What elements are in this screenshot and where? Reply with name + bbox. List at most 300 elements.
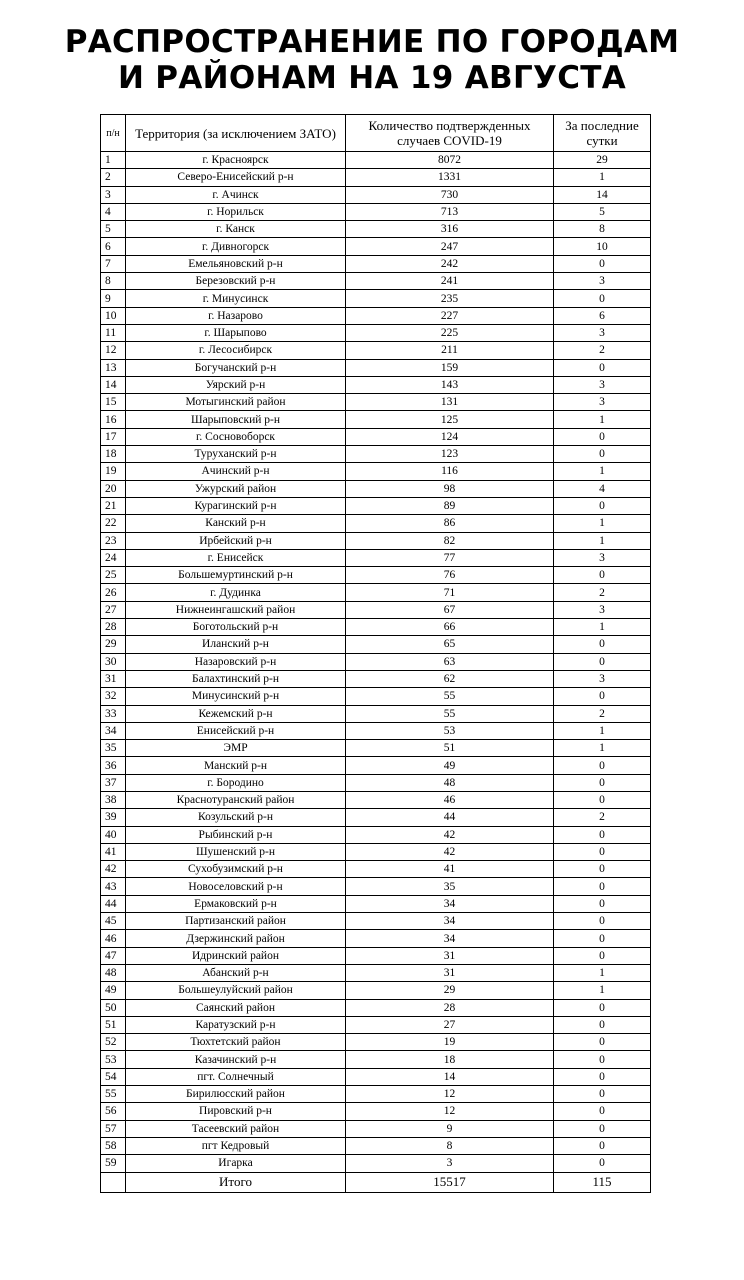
row-number: 9 <box>101 290 126 307</box>
row-confirmed: 31 <box>346 964 554 981</box>
row-last-day: 14 <box>554 186 651 203</box>
row-number: 31 <box>101 670 126 687</box>
row-number: 4 <box>101 203 126 220</box>
row-last-day: 1 <box>554 411 651 428</box>
table-row <box>101 152 651 169</box>
row-last-day: 1 <box>554 619 651 636</box>
table-row <box>101 653 651 670</box>
row-territory: пгт Кедровый <box>126 1137 346 1154</box>
table-row <box>101 878 651 895</box>
header-confirmed: Количество подтвержденных случаев COVID-19 <box>346 115 554 152</box>
row-territory: Шарыповский р-н <box>126 411 346 428</box>
row-confirmed: 227 <box>346 307 554 324</box>
row-last-day: 1 <box>554 463 651 480</box>
row-territory: г. Норильск <box>126 203 346 220</box>
row-confirmed: 77 <box>346 549 554 566</box>
row-last-day: 0 <box>554 497 651 514</box>
row-last-day: 4 <box>554 480 651 497</box>
row-territory: г. Минусинск <box>126 290 346 307</box>
row-last-day: 3 <box>554 273 651 290</box>
row-number: 27 <box>101 601 126 618</box>
table-row <box>101 428 651 445</box>
row-confirmed: 18 <box>346 1051 554 1068</box>
row-number: 13 <box>101 359 126 376</box>
row-last-day: 8 <box>554 221 651 238</box>
row-territory: Тасеевский район <box>126 1120 346 1137</box>
row-last-day: 0 <box>554 1120 651 1137</box>
row-territory: Кежемский р-н <box>126 705 346 722</box>
row-territory: г. Красноярск <box>126 152 346 169</box>
row-territory: Емельяновский р-н <box>126 255 346 272</box>
row-territory: Манский р-н <box>126 757 346 774</box>
table-row <box>101 774 651 791</box>
row-territory: Туруханский р-н <box>126 446 346 463</box>
table-row <box>101 982 651 999</box>
row-confirmed: 82 <box>346 532 554 549</box>
row-last-day: 0 <box>554 1086 651 1103</box>
row-territory: Партизанский район <box>126 913 346 930</box>
row-confirmed: 42 <box>346 826 554 843</box>
row-territory: Назаровский р-н <box>126 653 346 670</box>
covid-cases-table <box>100 114 651 1193</box>
row-last-day: 0 <box>554 895 651 912</box>
row-confirmed: 19 <box>346 1034 554 1051</box>
row-confirmed: 27 <box>346 1016 554 1033</box>
table-row <box>101 549 651 566</box>
row-number: 32 <box>101 688 126 705</box>
row-last-day: 0 <box>554 636 651 653</box>
row-territory: Мотыгинский район <box>126 394 346 411</box>
row-territory: Тюхтетский район <box>126 1034 346 1051</box>
row-territory: г. Канск <box>126 221 346 238</box>
row-number: 33 <box>101 705 126 722</box>
row-territory: ЭМР <box>126 740 346 757</box>
row-last-day: 1 <box>554 740 651 757</box>
row-confirmed: 89 <box>346 497 554 514</box>
row-number: 28 <box>101 619 126 636</box>
row-number: 6 <box>101 238 126 255</box>
row-last-day: 0 <box>554 1051 651 1068</box>
row-territory: Иланский р-н <box>126 636 346 653</box>
row-number: 2 <box>101 169 126 186</box>
row-number: 3 <box>101 186 126 203</box>
row-last-day: 0 <box>554 1068 651 1085</box>
table-row <box>101 342 651 359</box>
row-number: 39 <box>101 809 126 826</box>
row-number: 44 <box>101 895 126 912</box>
row-number: 52 <box>101 1034 126 1051</box>
row-confirmed: 8 <box>346 1137 554 1154</box>
row-territory: Богучанский р-н <box>126 359 346 376</box>
table-row <box>101 463 651 480</box>
table-row <box>101 480 651 497</box>
table-row <box>101 567 651 584</box>
table-footer <box>101 1172 651 1192</box>
row-territory: Уярский р-н <box>126 376 346 393</box>
row-territory: Абанский р-н <box>126 964 346 981</box>
row-confirmed: 63 <box>346 653 554 670</box>
row-last-day: 3 <box>554 394 651 411</box>
row-number: 47 <box>101 947 126 964</box>
row-confirmed: 98 <box>346 480 554 497</box>
row-territory: Краснотуранский район <box>126 791 346 808</box>
row-last-day: 0 <box>554 913 651 930</box>
table-row <box>101 411 651 428</box>
row-confirmed: 124 <box>346 428 554 445</box>
row-confirmed: 62 <box>346 670 554 687</box>
row-last-day: 0 <box>554 1103 651 1120</box>
row-confirmed: 86 <box>346 515 554 532</box>
row-territory: г. Сосновоборск <box>126 428 346 445</box>
table-row <box>101 809 651 826</box>
row-territory: г. Дудинка <box>126 584 346 601</box>
row-territory: г. Дивногорск <box>126 238 346 255</box>
row-number: 35 <box>101 740 126 757</box>
row-confirmed: 34 <box>346 930 554 947</box>
row-confirmed: 55 <box>346 705 554 722</box>
row-number: 45 <box>101 913 126 930</box>
row-territory: г. Енисейск <box>126 549 346 566</box>
table-row <box>101 273 651 290</box>
row-confirmed: 159 <box>346 359 554 376</box>
row-confirmed: 116 <box>346 463 554 480</box>
row-confirmed: 1331 <box>346 169 554 186</box>
row-territory: Балахтинский р-н <box>126 670 346 687</box>
row-number: 18 <box>101 446 126 463</box>
row-confirmed: 3 <box>346 1155 554 1172</box>
table-row <box>101 324 651 341</box>
row-number: 8 <box>101 273 126 290</box>
table-row <box>101 1086 651 1103</box>
row-territory: Новоселовский р-н <box>126 878 346 895</box>
row-territory: Сухобузимский р-н <box>126 861 346 878</box>
row-last-day: 0 <box>554 999 651 1016</box>
row-number: 46 <box>101 930 126 947</box>
table-body <box>101 152 651 1173</box>
row-confirmed: 123 <box>346 446 554 463</box>
row-last-day: 0 <box>554 1137 651 1154</box>
row-last-day: 0 <box>554 826 651 843</box>
row-number: 50 <box>101 999 126 1016</box>
row-last-day: 1 <box>554 515 651 532</box>
row-confirmed: 49 <box>346 757 554 774</box>
row-territory: г. Бородино <box>126 774 346 791</box>
row-last-day: 1 <box>554 722 651 739</box>
row-last-day: 3 <box>554 324 651 341</box>
table-row <box>101 532 651 549</box>
row-number: 56 <box>101 1103 126 1120</box>
row-territory: пгт. Солнечный <box>126 1068 346 1085</box>
total-row <box>101 1172 651 1192</box>
row-last-day: 0 <box>554 947 651 964</box>
row-territory: Казачинский р-н <box>126 1051 346 1068</box>
row-last-day: 0 <box>554 653 651 670</box>
row-confirmed: 48 <box>346 774 554 791</box>
row-territory: г. Лесосибирск <box>126 342 346 359</box>
row-confirmed: 235 <box>346 290 554 307</box>
page-title-line-2: И РАЙОНАМ НА 19 АВГУСТА <box>117 60 627 96</box>
row-number: 14 <box>101 376 126 393</box>
row-confirmed: 241 <box>346 273 554 290</box>
row-last-day: 3 <box>554 601 651 618</box>
table-row <box>101 515 651 532</box>
table-row <box>101 307 651 324</box>
table-row <box>101 1068 651 1085</box>
row-confirmed: 225 <box>346 324 554 341</box>
row-confirmed: 44 <box>346 809 554 826</box>
row-last-day: 1 <box>554 982 651 999</box>
row-number: 55 <box>101 1086 126 1103</box>
table-row <box>101 186 651 203</box>
row-territory: Козульский р-н <box>126 809 346 826</box>
row-number: 20 <box>101 480 126 497</box>
row-number: 23 <box>101 532 126 549</box>
table-row <box>101 791 651 808</box>
row-territory: Курагинский р-н <box>126 497 346 514</box>
row-confirmed: 211 <box>346 342 554 359</box>
page-title <box>0 24 744 96</box>
row-number: 19 <box>101 463 126 480</box>
row-last-day: 0 <box>554 359 651 376</box>
row-last-day: 0 <box>554 428 651 445</box>
row-confirmed: 12 <box>346 1103 554 1120</box>
row-confirmed: 143 <box>346 376 554 393</box>
row-number: 57 <box>101 1120 126 1137</box>
row-number: 48 <box>101 964 126 981</box>
table-row <box>101 930 651 947</box>
row-confirmed: 46 <box>346 791 554 808</box>
row-last-day: 0 <box>554 255 651 272</box>
row-confirmed: 67 <box>346 601 554 618</box>
row-confirmed: 28 <box>346 999 554 1016</box>
row-last-day: 0 <box>554 1034 651 1051</box>
row-confirmed: 51 <box>346 740 554 757</box>
row-number: 38 <box>101 791 126 808</box>
row-number: 17 <box>101 428 126 445</box>
row-number: 11 <box>101 324 126 341</box>
row-last-day: 1 <box>554 169 651 186</box>
row-last-day: 0 <box>554 757 651 774</box>
table-row <box>101 826 651 843</box>
row-territory: Шушенский р-н <box>126 843 346 860</box>
row-number: 51 <box>101 1016 126 1033</box>
row-territory: Идринский район <box>126 947 346 964</box>
row-confirmed: 29 <box>346 982 554 999</box>
row-confirmed: 131 <box>346 394 554 411</box>
row-last-day: 0 <box>554 861 651 878</box>
header-number: п/н <box>101 115 126 152</box>
row-territory: Минусинский р-н <box>126 688 346 705</box>
row-number: 10 <box>101 307 126 324</box>
row-last-day: 0 <box>554 1155 651 1172</box>
row-territory: Дзержинский район <box>126 930 346 947</box>
row-territory: Большемуртинский р-н <box>126 567 346 584</box>
row-last-day: 0 <box>554 930 651 947</box>
table-row <box>101 1051 651 1068</box>
row-confirmed: 76 <box>346 567 554 584</box>
row-territory: г. Ачинск <box>126 186 346 203</box>
row-number: 15 <box>101 394 126 411</box>
row-territory: Каратузский р-н <box>126 1016 346 1033</box>
row-last-day: 1 <box>554 964 651 981</box>
row-confirmed: 41 <box>346 861 554 878</box>
table-row <box>101 619 651 636</box>
table-row <box>101 1137 651 1154</box>
row-last-day: 0 <box>554 446 651 463</box>
row-number: 49 <box>101 982 126 999</box>
row-number: 53 <box>101 1051 126 1068</box>
row-territory: Бирилюсский район <box>126 1086 346 1103</box>
table-row <box>101 636 651 653</box>
table-row <box>101 999 651 1016</box>
row-confirmed: 65 <box>346 636 554 653</box>
row-territory: Нижнеингашский район <box>126 601 346 618</box>
row-last-day: 0 <box>554 567 651 584</box>
table-row <box>101 1155 651 1172</box>
row-last-day: 0 <box>554 878 651 895</box>
row-number: 54 <box>101 1068 126 1085</box>
table-row <box>101 584 651 601</box>
row-territory: Канский р-н <box>126 515 346 532</box>
row-last-day: 0 <box>554 1016 651 1033</box>
row-confirmed: 242 <box>346 255 554 272</box>
table-row <box>101 843 651 860</box>
total-confirmed: 15517 <box>346 1172 554 1192</box>
header-last-day: За последние сутки <box>554 115 651 152</box>
table-row <box>101 913 651 930</box>
table-row <box>101 290 651 307</box>
row-confirmed: 71 <box>346 584 554 601</box>
row-last-day: 6 <box>554 307 651 324</box>
row-number: 37 <box>101 774 126 791</box>
table-row <box>101 203 651 220</box>
row-territory: Ермаковский р-н <box>126 895 346 912</box>
row-territory: Березовский р-н <box>126 273 346 290</box>
row-number: 21 <box>101 497 126 514</box>
row-confirmed: 35 <box>346 878 554 895</box>
table-row <box>101 376 651 393</box>
row-territory: Енисейский р-н <box>126 722 346 739</box>
row-territory: Рыбинский р-н <box>126 826 346 843</box>
row-number: 36 <box>101 757 126 774</box>
row-number: 41 <box>101 843 126 860</box>
row-territory: Северо-Енисейский р-н <box>126 169 346 186</box>
table-row <box>101 359 651 376</box>
row-confirmed: 31 <box>346 947 554 964</box>
table-row <box>101 740 651 757</box>
row-territory: Ачинский р-н <box>126 463 346 480</box>
table-row <box>101 1016 651 1033</box>
table-row <box>101 446 651 463</box>
table-row <box>101 705 651 722</box>
row-last-day: 3 <box>554 549 651 566</box>
row-confirmed: 14 <box>346 1068 554 1085</box>
total-last-day: 115 <box>554 1172 651 1192</box>
table-row <box>101 947 651 964</box>
row-territory: Боготольский р-н <box>126 619 346 636</box>
header-territory: Территория (за исключением ЗАТО) <box>126 115 346 152</box>
row-confirmed: 316 <box>346 221 554 238</box>
row-last-day: 5 <box>554 203 651 220</box>
row-last-day: 0 <box>554 774 651 791</box>
table-header-row <box>101 115 651 152</box>
row-number: 24 <box>101 549 126 566</box>
row-number: 16 <box>101 411 126 428</box>
table-row <box>101 169 651 186</box>
table-row <box>101 394 651 411</box>
table-row <box>101 722 651 739</box>
table-row <box>101 221 651 238</box>
row-number: 42 <box>101 861 126 878</box>
row-number: 34 <box>101 722 126 739</box>
row-number: 29 <box>101 636 126 653</box>
row-territory: Ужурский район <box>126 480 346 497</box>
table-row <box>101 670 651 687</box>
row-confirmed: 125 <box>346 411 554 428</box>
row-number: 12 <box>101 342 126 359</box>
row-confirmed: 730 <box>346 186 554 203</box>
table-row <box>101 757 651 774</box>
table-row <box>101 964 651 981</box>
row-last-day: 2 <box>554 342 651 359</box>
table-header <box>101 115 651 152</box>
row-last-day: 0 <box>554 843 651 860</box>
row-last-day: 1 <box>554 532 651 549</box>
row-confirmed: 8072 <box>346 152 554 169</box>
table-row <box>101 497 651 514</box>
row-last-day: 29 <box>554 152 651 169</box>
table-row <box>101 1034 651 1051</box>
table-row <box>101 895 651 912</box>
row-last-day: 3 <box>554 670 651 687</box>
row-confirmed: 66 <box>346 619 554 636</box>
row-confirmed: 42 <box>346 843 554 860</box>
row-confirmed: 55 <box>346 688 554 705</box>
row-last-day: 0 <box>554 688 651 705</box>
table-row <box>101 688 651 705</box>
row-confirmed: 247 <box>346 238 554 255</box>
row-last-day: 3 <box>554 376 651 393</box>
row-confirmed: 34 <box>346 895 554 912</box>
row-last-day: 0 <box>554 791 651 808</box>
row-last-day: 2 <box>554 584 651 601</box>
row-number: 26 <box>101 584 126 601</box>
row-number: 58 <box>101 1137 126 1154</box>
row-confirmed: 9 <box>346 1120 554 1137</box>
row-number: 22 <box>101 515 126 532</box>
table-row <box>101 238 651 255</box>
row-territory: Пировский р-н <box>126 1103 346 1120</box>
row-last-day: 0 <box>554 290 651 307</box>
table-row <box>101 1103 651 1120</box>
row-last-day: 2 <box>554 809 651 826</box>
total-number-cell <box>101 1172 126 1192</box>
row-confirmed: 713 <box>346 203 554 220</box>
row-number: 1 <box>101 152 126 169</box>
row-confirmed: 12 <box>346 1086 554 1103</box>
page-title-line-1: РАСПРОСТРАНЕНИЕ ПО ГОРОДАМ <box>64 24 680 60</box>
row-number: 5 <box>101 221 126 238</box>
row-territory: Большеулуйский район <box>126 982 346 999</box>
row-number: 40 <box>101 826 126 843</box>
row-number: 25 <box>101 567 126 584</box>
row-territory: г. Шарыпово <box>126 324 346 341</box>
row-last-day: 10 <box>554 238 651 255</box>
row-confirmed: 34 <box>346 913 554 930</box>
row-territory: Ирбейский р-н <box>126 532 346 549</box>
table-row <box>101 1120 651 1137</box>
row-territory: г. Назарово <box>126 307 346 324</box>
